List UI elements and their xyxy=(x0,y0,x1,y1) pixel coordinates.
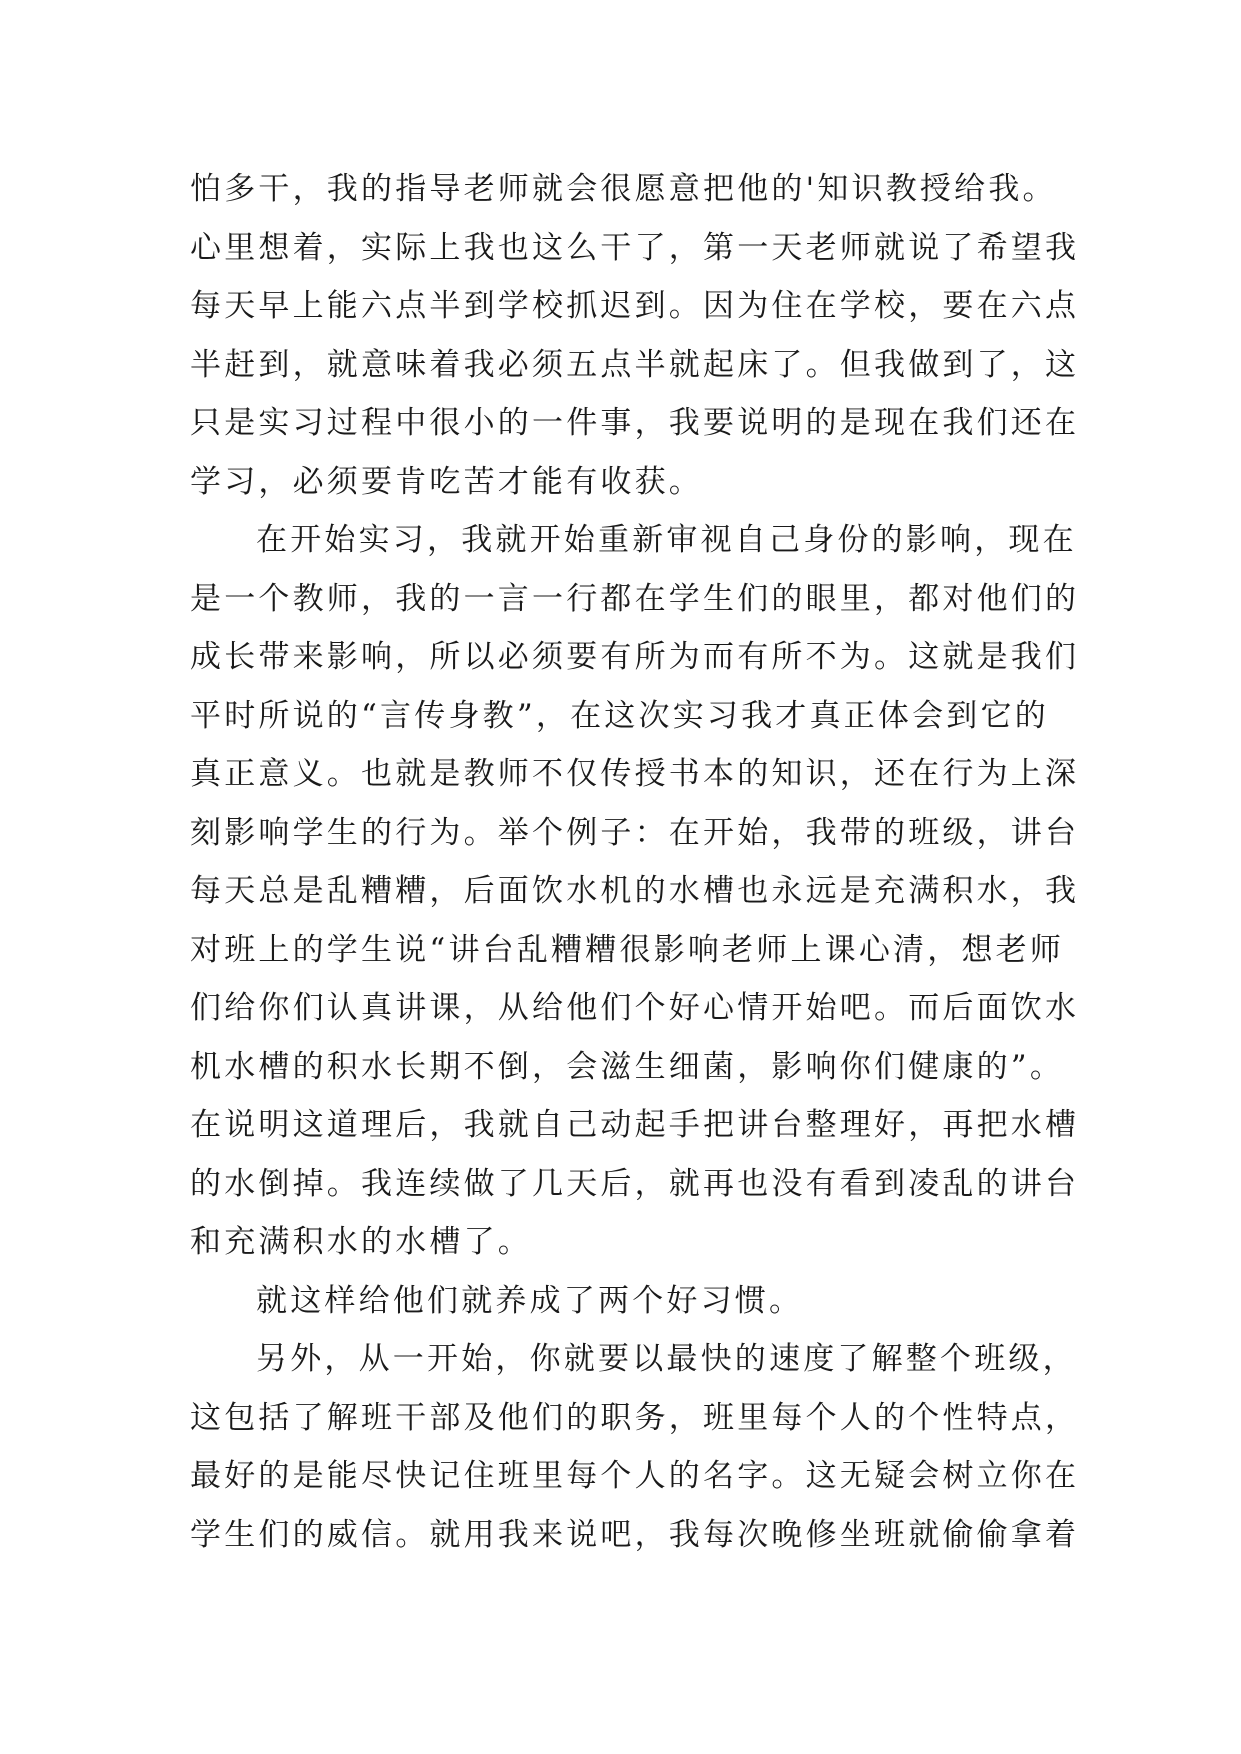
text-line: 成长带来影响，所以必须要有所为而有所不为。这就是我们 xyxy=(190,639,1080,675)
text-line: 和充满积水的水槽了。 xyxy=(190,1224,532,1260)
text-line: 只是实习过程中很小的一件事，我要说明的是现在我们还在 xyxy=(190,405,1080,441)
text-line: 学生们的威信。就用我来说吧，我每次晚修坐班就偷偷拿着 xyxy=(190,1516,1080,1553)
text-line: 们给你们认真讲课，从给他们个好心情开始吧。而后面饮水 xyxy=(190,990,1080,1026)
paragraph-start-line: 就这样给他们就养成了两个好习惯。 xyxy=(256,1282,804,1319)
text-line: 最好的是能尽快记住班里每个人的名字。这无疑会树立你在 xyxy=(190,1458,1080,1494)
text-line: 半赶到，就意味着我必须五点半就起床了。但我做到了，这 xyxy=(190,346,1080,383)
text-line: 这包括了解班干部及他们的职务，班里每个人的个性特点， xyxy=(190,1399,1080,1436)
text-line: 刻影响学生的行为。举个例子：在开始，我带的班级，讲台 xyxy=(190,814,1080,851)
text-line: 的水倒掉。我连续做了几天后，就再也没有看到凌乱的讲台 xyxy=(190,1165,1080,1202)
body-text xyxy=(190,160,1080,1564)
text-line: 每天早上能六点半到学校抓迟到。因为住在学校，要在六点 xyxy=(190,288,1080,324)
text-line: 机水槽的积水长期不倒，会滋生细菌，影响你们健康的”。 xyxy=(190,1048,1065,1085)
text-line: 心里想着，实际上我也这么干了，第一天老师就说了希望我 xyxy=(190,229,1080,266)
text-line: 平时所说的“言传身教”，在这次实习我才真正体会到它的 xyxy=(190,697,1049,734)
text-line: 真正意义。也就是教师不仅传授书本的知识，还在行为上深 xyxy=(190,756,1080,792)
paragraph-start-line: 在开始实习，我就开始重新审视自己身份的影响，现在 xyxy=(256,522,1077,558)
text-line: 在说明这道理后，我就自己动起手把讲台整理好，再把水槽 xyxy=(190,1107,1080,1143)
text-line: 对班上的学生说“讲台乱糟糟很影响老师上课心清，想老师 xyxy=(190,931,1065,968)
text-line: 怕多干，我的指导老师就会很愿意把他的'知识教授给我。 xyxy=(190,171,1057,207)
text-line: 学习，必须要肯吃苦才能有收获。 xyxy=(190,463,703,500)
paragraph-start-line: 另外，从一开始，你就要以最快的速度了解整个班级， xyxy=(256,1341,1077,1377)
text-line: 每天总是乱糟糟，后面饮水机的水槽也永远是充满积水，我 xyxy=(190,873,1080,909)
text-line: 是一个教师，我的一言一行都在学生们的眼里，都对他们的 xyxy=(190,580,1080,617)
